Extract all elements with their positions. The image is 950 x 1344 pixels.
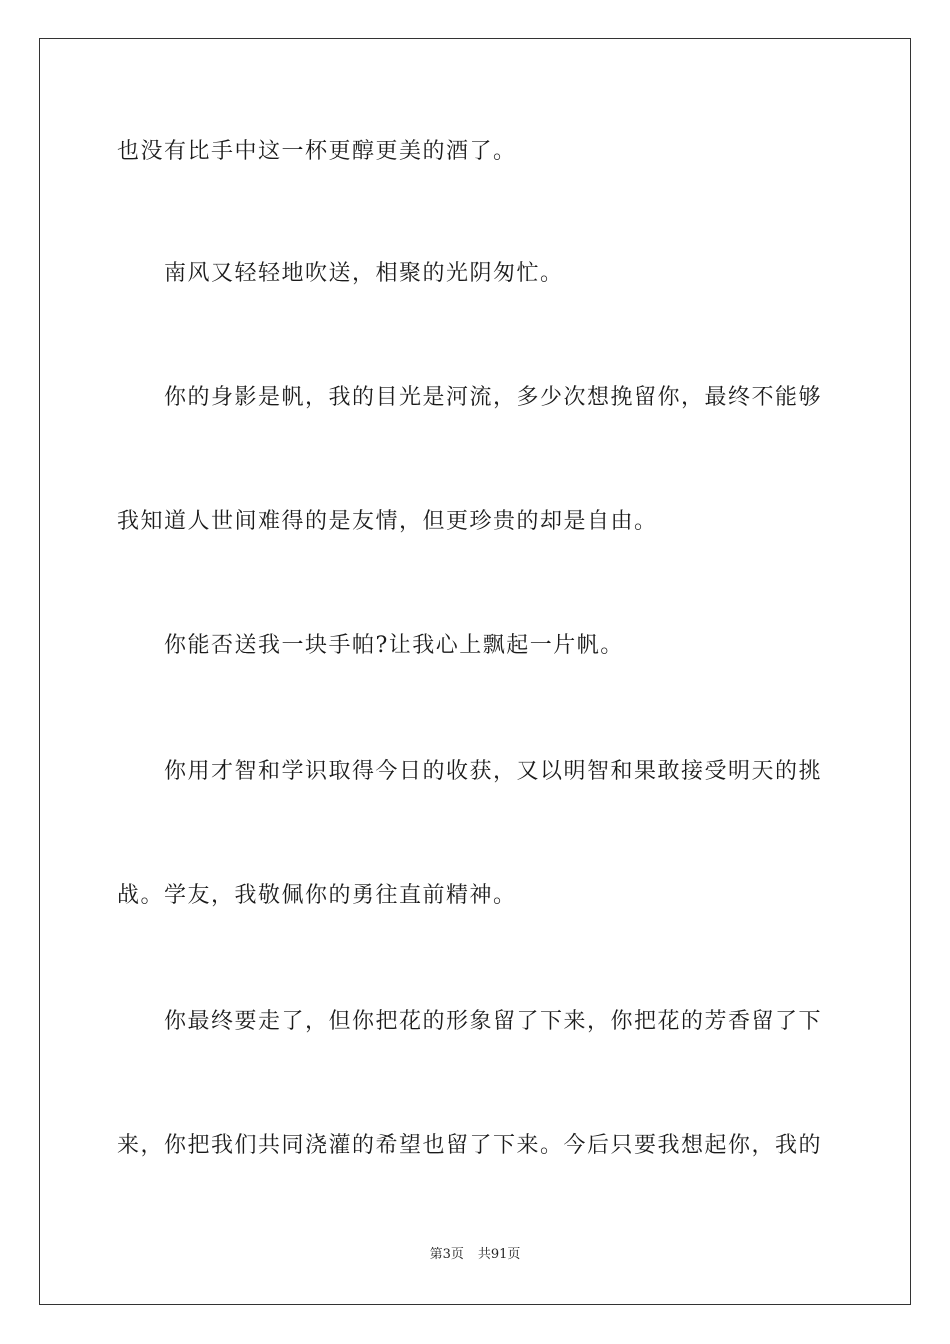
page-footer	[0, 1246, 950, 1264]
text-line-8: 你最终要走了，但你把花的形象留了下来，你把花的芳香留了下	[164, 1009, 823, 1034]
page-frame	[39, 38, 911, 1305]
text-line-2: 南风又轻轻地吹送，相聚的光阴匆忙。	[164, 261, 564, 286]
text-line-7: 战。学友，我敬佩你的勇往直前精神。	[117, 883, 517, 908]
text-line-5: 你能否送我一块手帕?让我心上飘起一片帆。	[164, 633, 624, 658]
page-number: 第3页	[429, 1247, 464, 1262]
text-line-9: 来，你把我们共同浇灌的希望也留了下来。今后只要我想起你，我的	[117, 1133, 823, 1158]
text-line-3: 你的身影是帆，我的目光是河流，多少次想挽留你，最终不能够	[164, 385, 823, 410]
text-line-1: 也没有比手中这一杯更醇更美的酒了。	[117, 139, 517, 164]
page-total: 共91页	[477, 1247, 521, 1262]
text-line-4: 我知道人世间难得的是友情，但更珍贵的却是自由。	[117, 509, 658, 534]
text-line-6: 你用才智和学识取得今日的收获，又以明智和果敢接受明天的挑	[164, 759, 823, 784]
